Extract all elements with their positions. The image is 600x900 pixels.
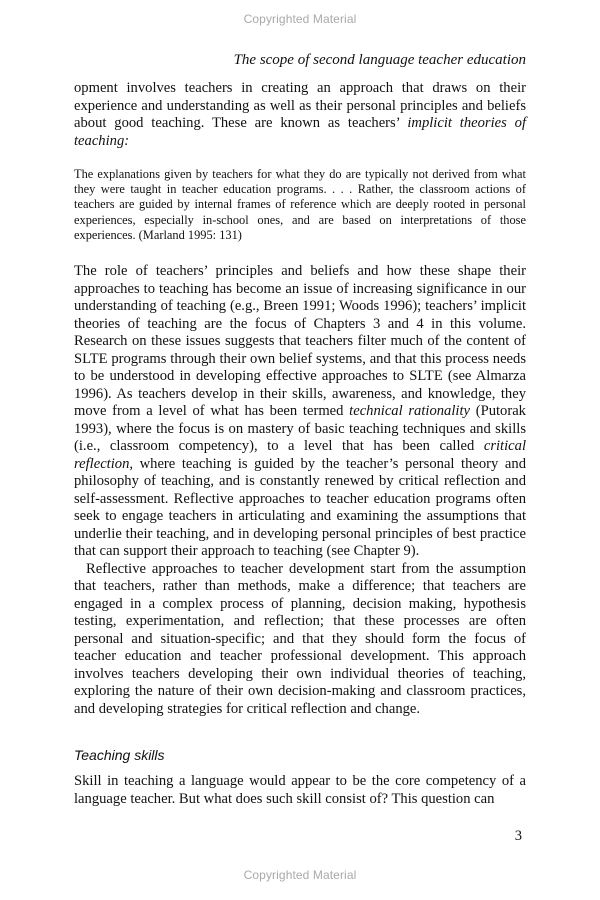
paragraph-2-text-b: (Putorak 1993), where the focus is on mastery of basic teaching techniques and skills (i.e., classroom competency), to a level that has been called bbox=[74, 403, 526, 455]
block-quote: The explanations given by teachers for what they do are typically not derived from what they were taught in teacher education programs. . . . Rather, the classroom actions of teachers are guided by internal frames of reference which are deeply rooted in personal experiences, especially in-school ones, and are based on interpretations of those experiences. (Marland 1995: 131) bbox=[74, 167, 526, 242]
term-critical-reflection: critical reflection, bbox=[74, 438, 526, 472]
running-head: The scope of second language teacher education bbox=[233, 52, 526, 68]
copyright-watermark-top: Copyrighted Material bbox=[243, 12, 357, 26]
paragraph-3: Reflective approaches to teacher development start from the assumption that teachers, rather than methods, make a difference; that teachers are engaged in a complex process of planning, decision making, hypothesis testing, experimentation, and reflection; that these processes are often personal and situation-specific; and that they should form the focus of teacher education and teacher professional development. This approach involves teachers developing their own individual theories of teaching, exploring the nature of their own decision-making and classroom practices, and developing strategies for critical reflection and change. bbox=[74, 560, 526, 717]
page-body bbox=[74, 80, 526, 808]
paragraph-1 bbox=[74, 80, 526, 150]
term-technical-rationality: technical rationality bbox=[349, 403, 470, 420]
paragraph-1-text: opment involves teachers in creating an approach that draws on their experience and understanding as well as their personal principles and beliefs about good teaching. These are known as teachers’ bbox=[74, 80, 526, 131]
section-heading: Teaching skills bbox=[74, 747, 165, 764]
paragraph-4: Skill in teaching a language would appear to be the core competency of a language teacher. But what does such skill consist of? This question can bbox=[74, 773, 526, 807]
paragraph-2-text-c: where teaching is guided by the teacher’s personal theory and philosophy of teaching, and is constantly renewed by critical reflection and self-assessment. Reflective approaches to teacher education programs often seek to engage teachers in articulating and examining the assumptions that underlie their teaching, and in developing personal principles of best practice that can support their approach to teaching (see Chapter 9). bbox=[74, 455, 526, 560]
paragraph-2 bbox=[74, 263, 526, 561]
paragraph-1-emphasis: implicit theories of teaching: bbox=[74, 115, 526, 149]
paragraph-2-text-a: The role of teachers’ principles and beliefs and how these shape their approaches to teaching has become an issue of increasing significance in our understanding of teaching (e.g., Breen 1991; Woods 1996); teachers’ implicit theories of teaching are the focus of Chapters 3 and 4 in this volume. Research on these issues suggests that teachers filter much of the content of SLTE programs through their own belief systems, and that this process needs to be understood in developing effective approaches to SLTE (see Almarza 1996). As teachers develop in their skills, awareness, and knowledge, they move from a level of what has been termed bbox=[74, 263, 526, 420]
page-number: 3 bbox=[514, 828, 522, 844]
copyright-watermark-bottom: Copyrighted Material bbox=[243, 868, 357, 882]
